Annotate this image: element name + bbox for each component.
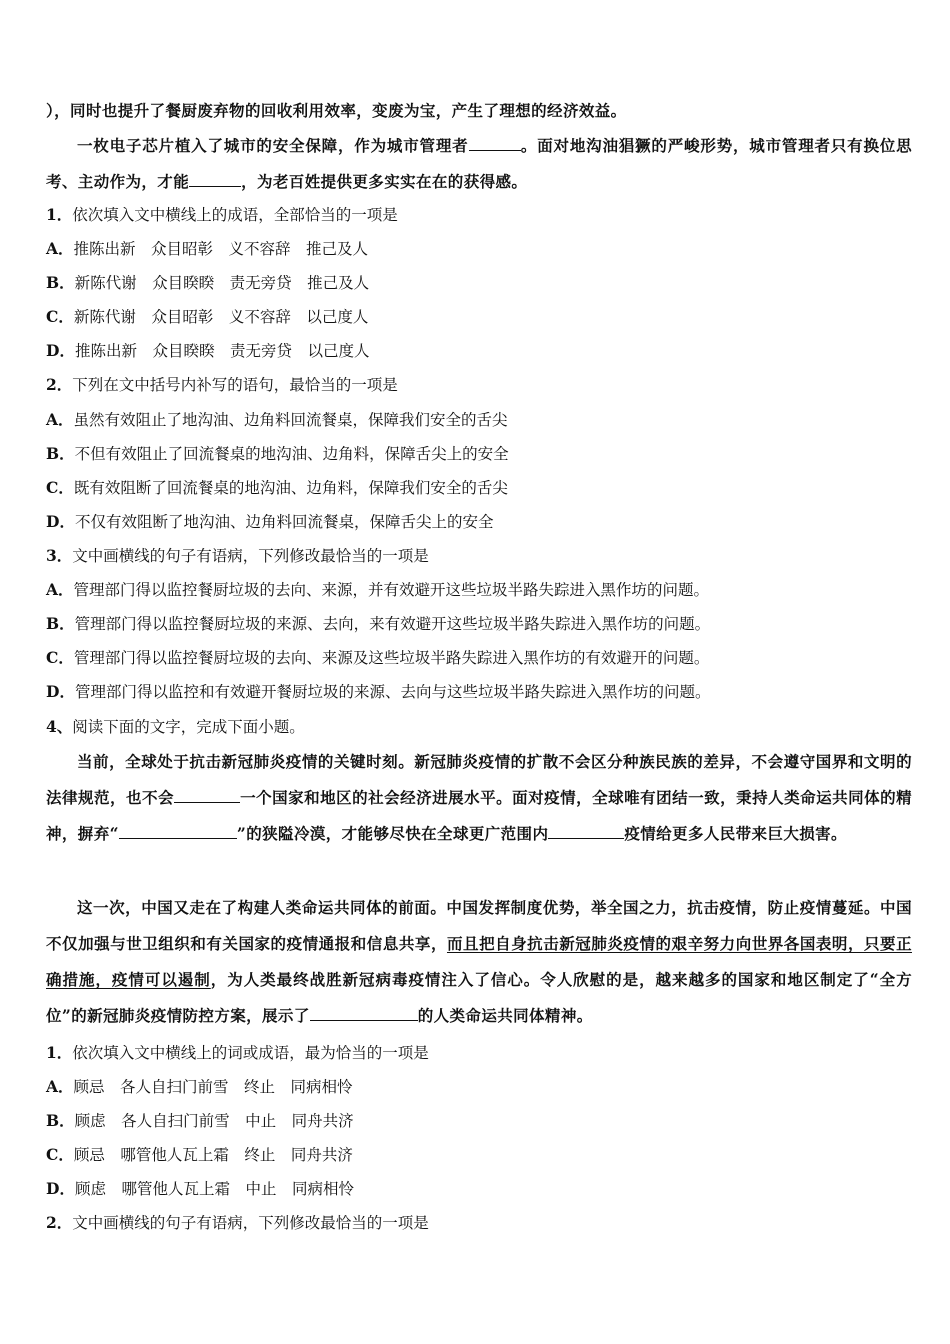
- question-4-1-option-a: A．顾忌 各人自扫门前雪 终止 同病相怜: [46, 1077, 353, 1096]
- section-4-paragraph-2: 这一次，中国又走在了构建人类命运共同体的前面。中国发挥制度优势，举全国之力，抗击疫情，防止疫情蔓延。中国不仅加强与世卫组织和有关国家的疫情通报和信息共享，而且把自身抗击新冠肺炎疫情的艰辛努力向世界各国表明，只要正确措施，疫情可以遏制，为人类最终战胜新冠病毒疫情注入了信心。令人欣慰的是，越来越多的国家和地区制定了“全方位”的新冠肺炎疫情防控方案，展示了 的人类命运共同体精神。: [46, 898, 912, 1025]
- question-2-option-a: A．虽然有效阻止了地沟油、边角料回流餐桌，保障我们安全的舌尖: [46, 410, 508, 429]
- question-2-option-b: B．不但有效阻止了回流餐桌的地沟油、边角料，保障舌尖上的安全: [46, 444, 509, 463]
- fill-blank: [174, 801, 240, 803]
- section-4-heading: 4、阅读下面的文字，完成下面小题。: [46, 717, 305, 736]
- question-1-option-c: C．新陈代谢 众目昭彰 义不容辞 以己度人: [46, 307, 369, 326]
- question-1-option-b: B．新陈代谢 众目睽睽 责无旁贷 推己及人: [46, 273, 370, 292]
- passage1-paragraph: 一枚电子芯片植入了城市的安全保障，作为城市管理者 。面对地沟油猖獗的严峻形势，城市管理者只有换位思考、主动作为，才能 ，为老百姓提供更多实实在在的获得感。: [46, 136, 912, 191]
- fill-blank: [119, 837, 237, 839]
- fill-blank: [310, 1019, 418, 1021]
- question-2-stem: 2．下列在文中括号内补写的语句，最恰当的一项是: [46, 375, 398, 394]
- fill-blank: [469, 149, 521, 151]
- question-4-1-option-c: C．顾忌 哪管他人瓦上霜 终止 同舟共济: [46, 1145, 353, 1164]
- question-1-option-a: A．推陈出新 众目昭彰 义不容辞 推己及人: [46, 239, 369, 258]
- question-2-option-d: D．不仅有效阻断了地沟油、边角料回流餐桌，保障舌尖上的安全: [46, 512, 494, 531]
- underlined-sentence: 而且把自身抗击新冠肺炎疫情的艰辛努力向世界各国表明，只要正确措施，疫情可以遏制: [46, 934, 912, 989]
- section-4-paragraph-1: 当前，全球处于抗击新冠肺炎疫情的关键时刻。新冠肺炎疫情的扩散不会区分种族民族的差异，不会遵守国界和文明的法律规范，也不会 一个国家和地区的社会经济进展水平。面对疫情，全球唯有团结一致，秉持人类命运共同体的精神，摒弃“ ”的狭隘冷漠，才能够尽快在全球更广范围内 疫情给更多人民带来巨大损害。: [46, 752, 912, 843]
- question-3-option-b: B．管理部门得以监控餐厨垃圾的来源、去向，来有效避开这些垃圾半路失踪进入黑作坊的问题。: [46, 614, 711, 633]
- question-1-option-d: D．推陈出新 众目睽睽 责无旁贷 以己度人: [46, 341, 370, 360]
- question-3-option-c: C．管理部门得以监控餐厨垃圾的去向、来源及这些垃圾半路失踪进入黑作坊的有效避开的问题。: [46, 648, 710, 667]
- fill-blank: [548, 837, 624, 839]
- question-3-stem: 3．文中画横线的句子有语病，下列修改最恰当的一项是: [46, 546, 429, 565]
- fill-blank: [189, 185, 241, 187]
- question-4-1-option-d: D．顾虑 哪管他人瓦上霜 中止 同病相怜: [46, 1179, 354, 1198]
- question-4-2-stem: 2．文中画横线的句子有语病，下列修改最恰当的一项是: [46, 1213, 429, 1232]
- passage1-tail-line: ），同时也提升了餐厨废弃物的回收利用效率，变废为宝，产生了理想的经济效益。: [46, 101, 627, 120]
- question-3-option-a: A．管理部门得以监控餐厨垃圾的去向、来源，并有效避开这些垃圾半路失踪进入黑作坊的问题。: [46, 580, 710, 599]
- question-4-1-option-b: B．顾虑 各人自扫门前雪 中止 同舟共济: [46, 1111, 354, 1130]
- question-3-option-d: D．管理部门得以监控和有效避开餐厨垃圾的来源、去向与这些垃圾半路失踪进入黑作坊的问题。: [46, 682, 711, 701]
- question-4-1-stem: 1．依次填入文中横线上的词或成语，最为恰当的一项是: [46, 1043, 429, 1062]
- question-2-option-c: C．既有效阻断了回流餐桌的地沟油、边角料，保障我们安全的舌尖: [46, 478, 508, 497]
- question-1-stem: 1．依次填入文中横线上的成语，全部恰当的一项是: [46, 205, 398, 224]
